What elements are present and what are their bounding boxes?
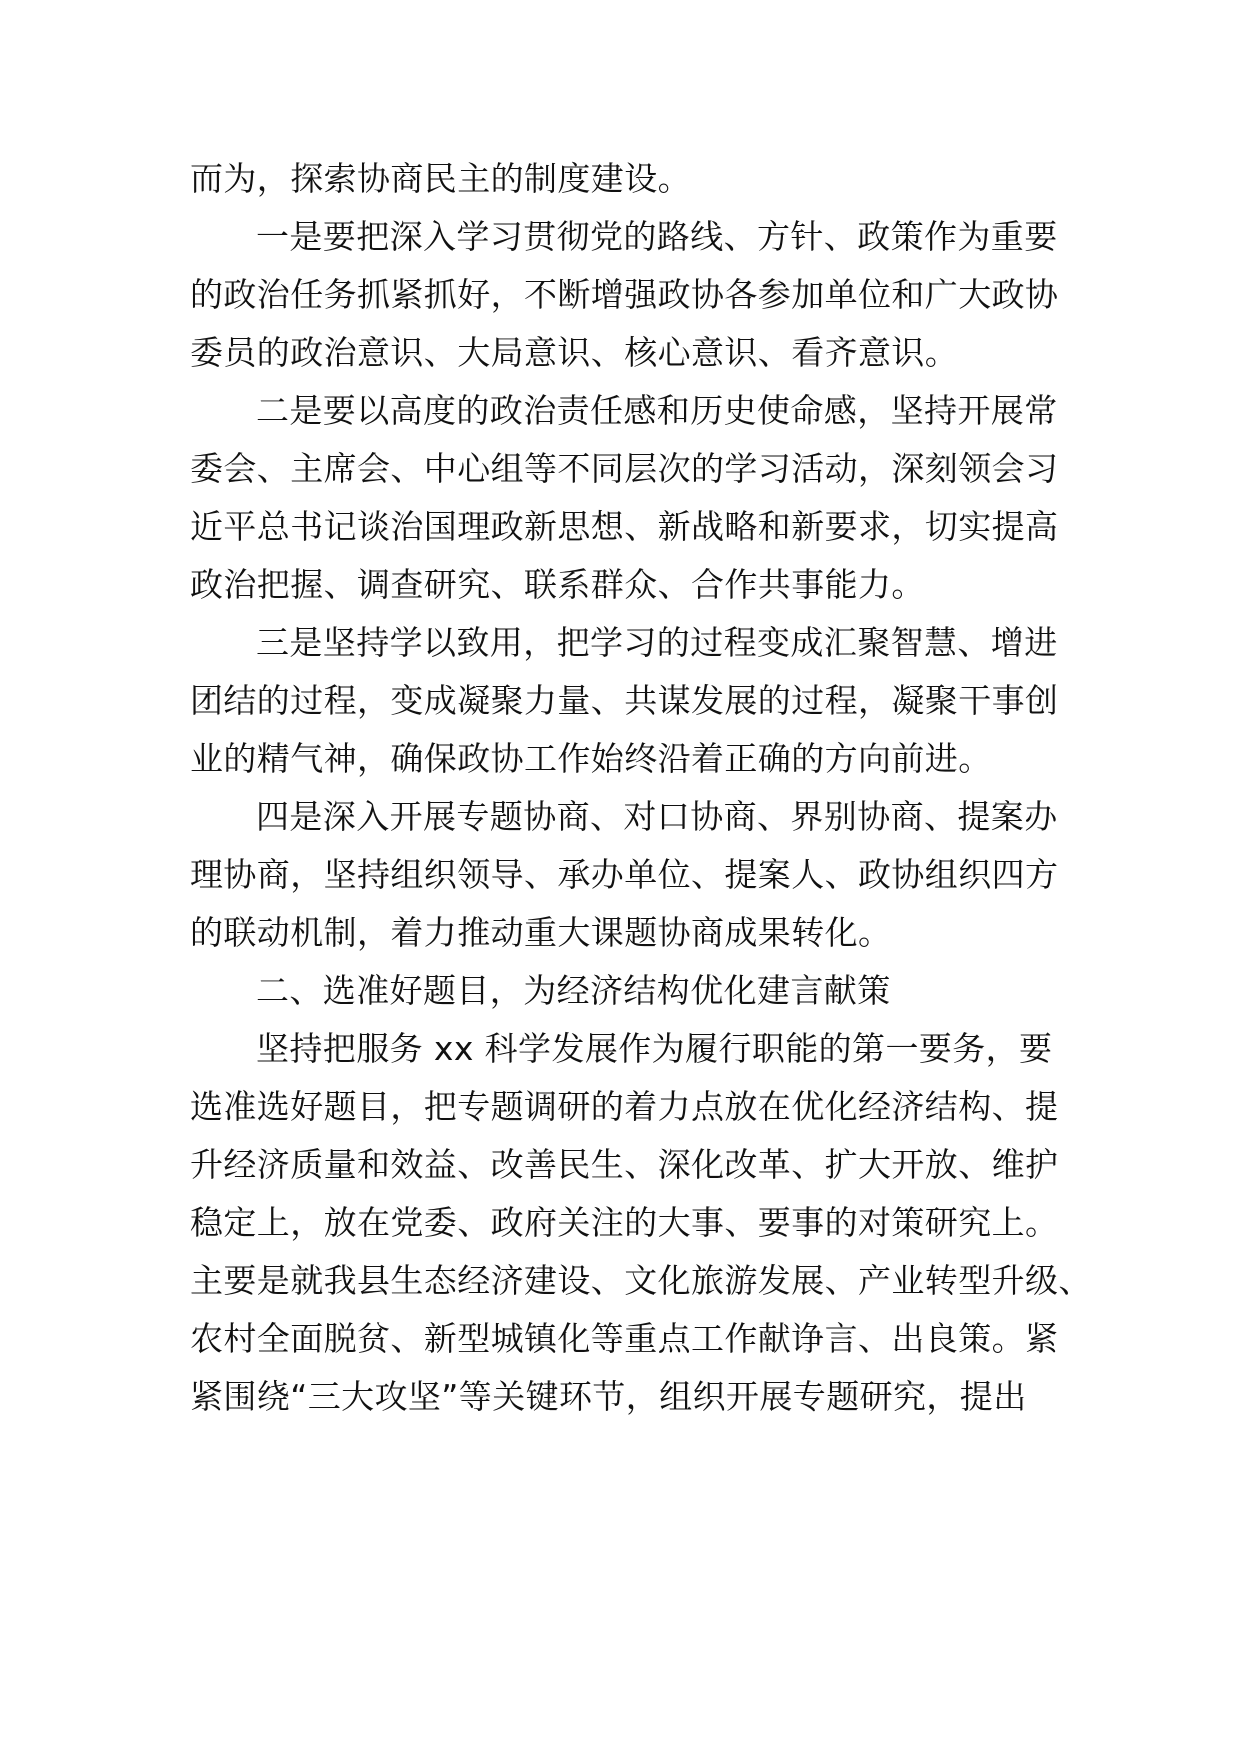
paragraph-line: 升经济质量和效益、改善民生、深化改革、扩大开放、维护	[190, 1145, 1059, 1184]
paragraph-line: 坚持把服务 xx 科学发展作为履行职能的第一要务，要	[256, 1029, 1053, 1068]
paragraph-line: 近平总书记谈治国理政新思想、新战略和新要求，切实提高	[190, 507, 1059, 546]
paragraph-line: 紧围绕“三大攻坚”等关键环节，组织开展专题研究，提出	[190, 1377, 1027, 1416]
paragraph-line: 的联动机制，着力推动重大课题协商成果转化。	[190, 913, 892, 952]
document-body	[190, 150, 1092, 1426]
paragraph-line: 二是要以高度的政治责任感和历史使命感，坚持开展常	[256, 391, 1058, 430]
paragraph-line: 理协商，坚持组织领导、承办单位、提案人、政协组织四方	[190, 855, 1059, 894]
paragraph-line: 委会、主席会、中心组等不同层次的学习活动，深刻领会习	[190, 449, 1059, 488]
paragraph-line: 主要是就我县生态经济建设、文化旅游发展、产业转型升级、	[190, 1261, 1092, 1300]
paragraph-line: 四是深入开展专题协商、对口协商、界别协商、提案办	[256, 797, 1058, 836]
paragraph-line: 而为，探索协商民主的制度建设。	[190, 159, 691, 198]
paragraph-line: 选准选好题目，把专题调研的着力点放在优化经济结构、提	[190, 1087, 1059, 1126]
paragraph-line: 团结的过程，变成凝聚力量、共谋发展的过程，凝聚干事创	[190, 681, 1059, 720]
paragraph-line: 农村全面脱贫、新型城镇化等重点工作献诤言、出良策。紧	[190, 1319, 1059, 1358]
section-heading: 二、选准好题目，为经济结构优化建言献策	[256, 971, 891, 1010]
paragraph-line: 的政治任务抓紧抓好，不断增强政协各参加单位和广大政协	[190, 275, 1059, 314]
paragraph-line: 委员的政治意识、大局意识、核心意识、看齐意识。	[190, 333, 959, 372]
paragraph-line: 政治把握、调查研究、联系群众、合作共事能力。	[190, 565, 925, 604]
paragraph-line: 一是要把深入学习贯彻党的路线、方针、政策作为重要	[256, 217, 1058, 256]
paragraph-line: 三是坚持学以致用，把学习的过程变成汇聚智慧、增进	[256, 623, 1058, 662]
paragraph-line: 稳定上，放在党委、政府关注的大事、要事的对策研究上。	[190, 1203, 1059, 1242]
paragraph-line: 业的精气神，确保政协工作始终沿着正确的方向前进。	[190, 739, 992, 778]
